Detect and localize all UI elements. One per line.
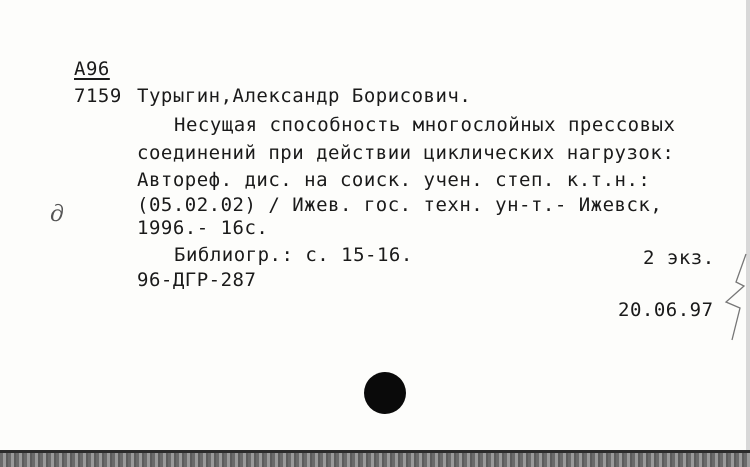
title-line-4: (05.02.02) / Ижев. гос. техн. ун-т.- Ижевск, [137,194,663,216]
card-edge-bottom [0,450,750,467]
title-line-1: Несущая способность многослойных прессовых [174,114,676,136]
record-id: 96-ДГР-287 [137,269,257,291]
copies-count: 2 экз. [643,247,715,269]
author-heading: Турыгин,Александр Борисович. [137,85,472,107]
handwritten-mark: д [50,202,64,227]
stamp-fragment-icon [718,252,748,342]
title-line-3: Автореф. дис. на соиск. учен. степ. к.т.н.: [137,169,651,191]
shelf-mark: А96 [74,58,110,80]
card-punch-hole [364,372,406,414]
call-number: 7159 [74,85,122,107]
title-line-2: соединений при действии циклических нагрузок: [137,142,675,164]
card-edge-right [746,0,750,450]
date-stamp: 20.06.97 [618,299,714,321]
bibliography-note: Библиогр.: с. 15-16. [174,244,413,266]
title-line-5: 1996.- 16с. [137,217,269,239]
